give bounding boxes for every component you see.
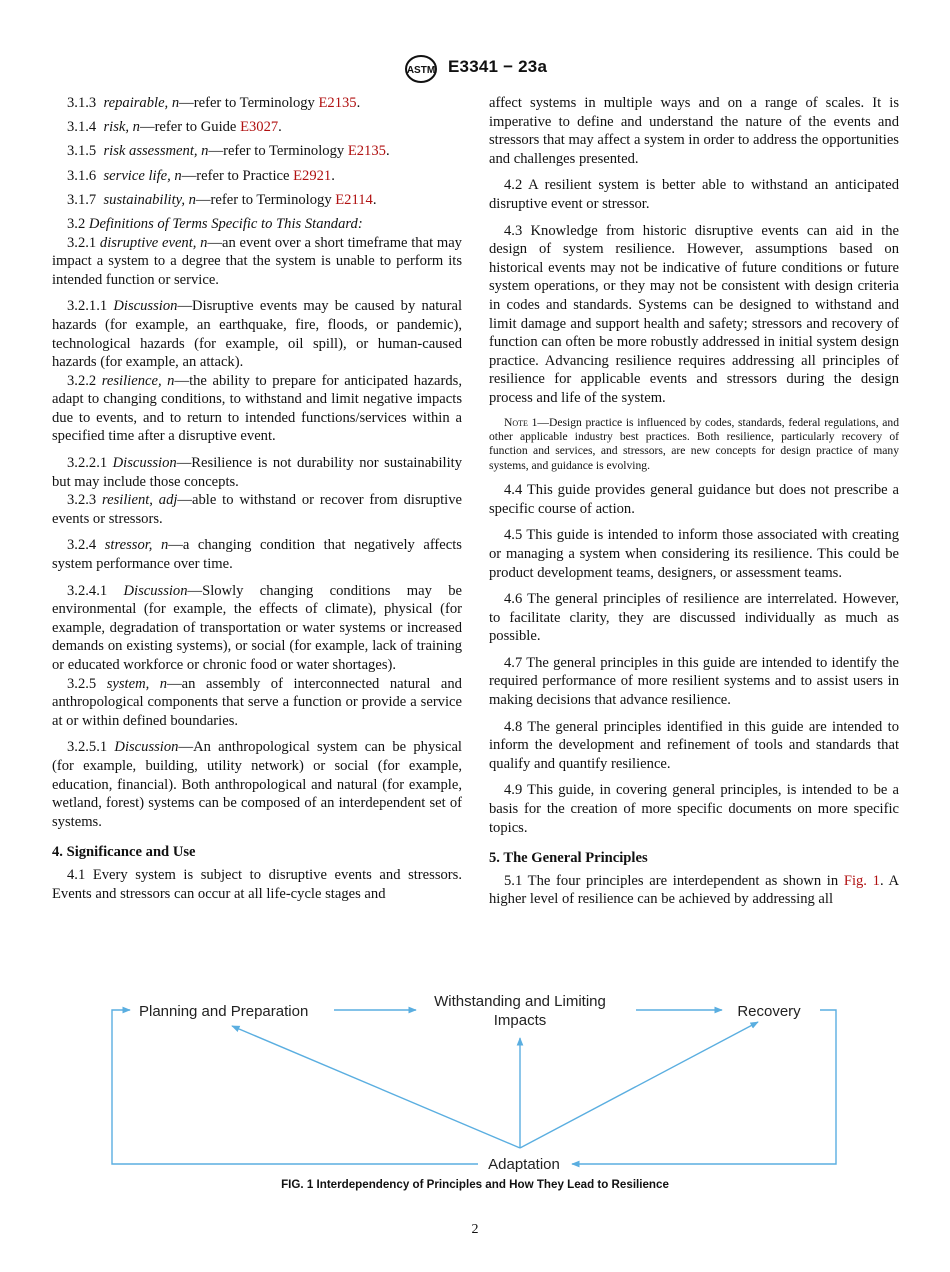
para-4-5: 4.5 This guide is intended to inform those associated with creating or managing a system when considering its resilience. This could be product development teams, designers, or assessment teams.: [489, 527, 899, 581]
link-e2135-2[interactable]: E2135: [347, 143, 386, 160]
def-3-2-2: 3.2.2 resilience, n—the ability to prepare for anticipated hazards, adapt to changing conditions, to withstand and limit negative impacts due to events, and to return to intended functions/services within a specified time after a disruptive event.: [52, 372, 462, 445]
def-3-2-1-1: 3.2.1.1 Discussion—Disruptive events may be caused by natural hazards (for example, an earthquake, fire, floods, or pandemic), technological hazards (for example, oil spill), or human-caused hazards (for example, an attack).: [52, 298, 462, 371]
para-4-7: 4.7 The general principles in this guide are intended to identify the required performance of more resilient systems and to assist users in making decisions that advance resilience.: [489, 654, 899, 709]
astm-logo: [404, 54, 438, 84]
link-e3027[interactable]: E3027: [240, 119, 279, 136]
def-3-2-2-1: 3.2.2.1 Discussion—Resilience is not durability nor sustainability but may include those concepts.: [52, 455, 462, 490]
section-3-2: 3.2 Definitions of Terms Specific to This Standard:: [67, 215, 363, 232]
def-3-2-5: 3.2.5 system, n—an assembly of interconnected natural and anthropological components that serve a function or provide a service at or within defined boundaries.: [52, 675, 462, 729]
link-e2135[interactable]: E2135: [318, 95, 357, 111]
def-3-2-4-1: 3.2.4.1 Discussion—Slowly changing conditions may be environmental (for example, the effects of climate), physical (for example, degradation of transportation or water systems or increased demands on existing systems), or social (for example, lack of training or educated workforce or chronic food or water shortages).: [52, 582, 462, 673]
ref-3-1-4: 3.1.4 risk, n—refer to Guide E3027.: [67, 119, 282, 136]
figure-caption: FIG. 1 Interdependency of Principles and How They Lead to Resilience: [281, 1178, 669, 1191]
def-3-2-3: 3.2.3 resilient, adj—able to withstand or recover from disruptive events or stressors.: [52, 492, 462, 527]
note-1: Note 1—Design practice is influenced by codes, standards, federal regulations, and other applicable industry best practices. Both resilience, particularly recovery of function and services, and stressors, are new concepts for design practice of many systems, and guidance is evolving.: [489, 415, 900, 472]
para-4-4: 4.4 This guide provides general guidance but does not prescribe a specific course of action.: [489, 482, 899, 517]
link-fig-1[interactable]: Fig. 1: [843, 872, 880, 889]
ref-3-1-5: 3.1.5 risk assessment, n—refer to Terminology E2135.: [67, 143, 390, 160]
para-4-1: 4.1 Every system is subject to disruptive events and stressors. Events and stressors can occur at all life-cycle stages and: [52, 866, 462, 902]
node-planning: Planning and Preparation: [139, 1003, 309, 1020]
para-4-3: 4.3 Knowledge from historic disruptive events can aid in the design of system resilience. However, assumptions based on historical events may not be indicative of future conditions or future system operations, or they may not be consistent with design criteria in codes and standards. Systems can be designed to withstand and limit damage and support health and safety; stressors and recovery of function can often be more robustly addressed in initial system design practice. Advancing resilience requires addressing all principles of resilience for applicable events and stressors during the design process and life of the system.: [489, 222, 899, 406]
para-5-1: 5.1 The four principles are interdependent as shown in Fig. 1. A higher level of resilience can be achieved by addressing all: [489, 872, 900, 908]
def-3-2-1: 3.2.1 disruptive event, n—an event over a short timeframe that may impact a system to a degree that the system is unable to perform its intended function or service.: [52, 234, 462, 288]
arrow-recovery-to-adaptation: [572, 1010, 836, 1164]
right-column: [489, 94, 899, 917]
ref-3-1-6: 3.1.6 service life, n—refer to Practice E2921.: [67, 167, 335, 184]
arrow-adaptation-to-planning: [112, 1010, 478, 1164]
heading-section-5: 5. The General Principles: [489, 850, 648, 867]
para-4-6: 4.6 The general principles of resilience are interrelated. However, to facilitate clarity, they are discussed individually as much as possible.: [489, 591, 899, 645]
para-4-9: 4.9 This guide, in covering general principles, is intended to be a basis for the creation of more specific documents on more specific topics.: [489, 782, 899, 836]
page-number: 2: [471, 1222, 479, 1237]
left-column: [52, 94, 462, 911]
para-4-2: 4.2 A resilient system is better able to withstand an anticipated disruptive event or stressor.: [489, 177, 899, 212]
link-e2921[interactable]: E2921: [293, 167, 332, 184]
document-id: E3341 − 23a: [448, 57, 548, 76]
ref-3-1-3: 3.1.3 repairable, n—refer to Terminology E2135.: [67, 95, 361, 111]
heading-section-4: 4. Significance and Use: [52, 844, 196, 861]
para-4-1-continued: affect systems in multiple ways and on a range of scales. It is imperative to define and understand the nature of the events and stressors that may affect a system in order to address the opportunities and challenges presented.: [489, 95, 899, 167]
arrow-adaptation-to-recovery: [520, 1022, 758, 1148]
node-withstanding-line2: Impacts: [493, 1012, 547, 1029]
def-3-2-4: 3.2.4 stressor, n—a changing condition that negatively affects system performance over time.: [52, 537, 462, 573]
arrow-adaptation-to-planning-diag: [232, 1026, 520, 1148]
astm-logo-text: ASTM: [406, 65, 436, 76]
node-recovery: Recovery: [737, 1003, 801, 1020]
link-e2114[interactable]: E2114: [335, 191, 373, 208]
node-adaptation: Adaptation: [488, 1156, 560, 1173]
figure-1-diagram: [104, 986, 844, 1176]
ref-3-1-7: 3.1.7 sustainability, n—refer to Terminology E2114.: [67, 191, 377, 208]
def-3-2-5-1: 3.2.5.1 Discussion—An anthropological system can be physical (for example, building, utility network) or social (for example, education, financial). Both anthropological and natural (for example, wetland, forest) systems can be composed of an interdependent set of systems.: [52, 739, 462, 830]
node-withstanding-line1: Withstanding and Limiting: [434, 993, 606, 1010]
para-4-8: 4.8 The general principles identified in this guide are intended to inform the development and refinement of tools and standards that qualify and quantify resilience.: [489, 718, 899, 772]
